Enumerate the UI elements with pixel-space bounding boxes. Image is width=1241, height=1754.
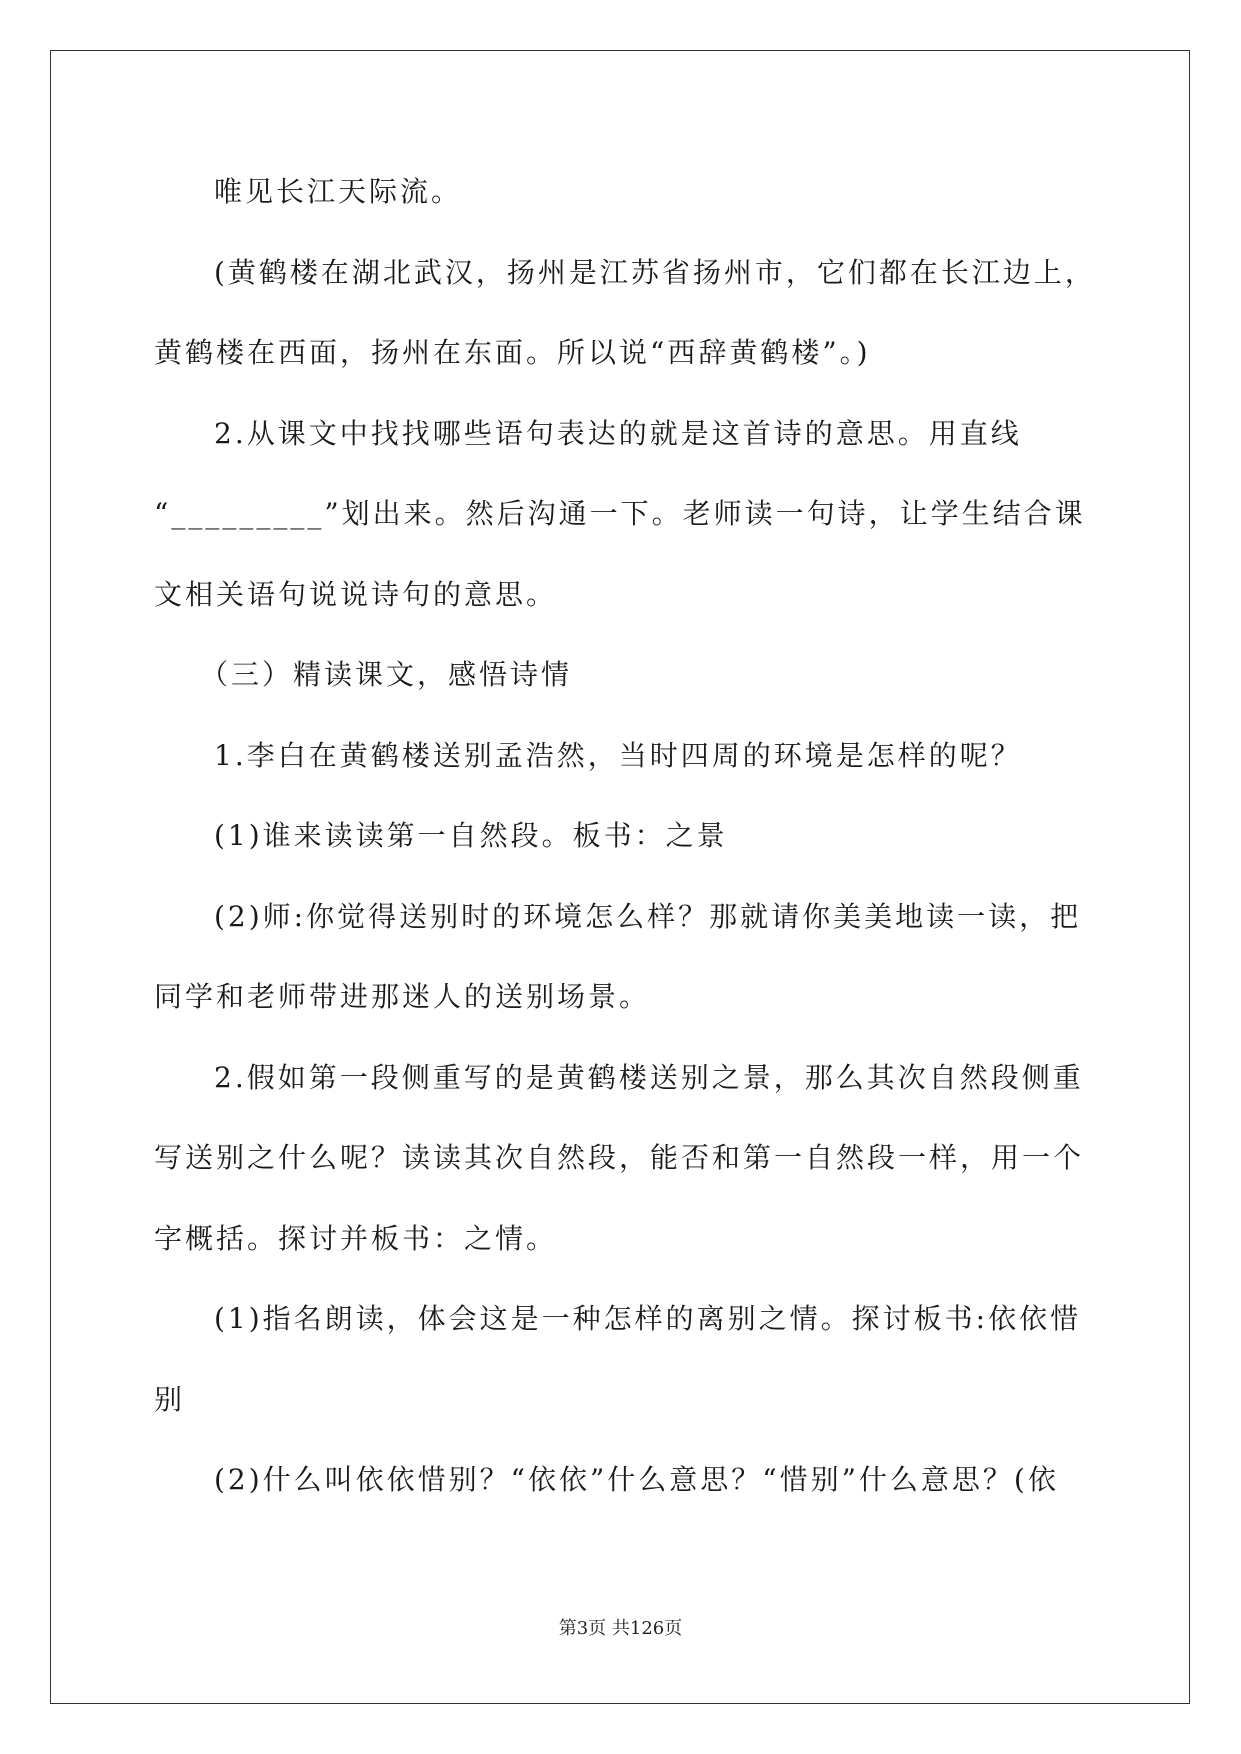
section-heading: （三）精读课文，感悟诗情 bbox=[200, 658, 573, 691]
text-line: 字概括。探讨并板书：之情。 bbox=[154, 1222, 558, 1255]
text-line: 2.从课文中找找哪些语句表达的就是这首诗的意思。用直线 bbox=[214, 417, 1022, 450]
text-line: 别 bbox=[154, 1383, 186, 1416]
text-line: (1)谁来读读第一自然段。板书：之景 bbox=[214, 819, 728, 852]
text-line: 同学和老师带进那迷人的送别场景。 bbox=[154, 980, 651, 1013]
text-line: “_________”划出来。然后沟通一下。老师读一句诗，让学生结合课 bbox=[154, 497, 1086, 530]
text-line: 文相关语句说说诗句的意思。 bbox=[154, 578, 558, 611]
text-line: (2)什么叫依依惜别？“依依”什么意思？“惜别”什么意思？(依 bbox=[214, 1463, 1059, 1496]
text-line: 2.假如第一段侧重写的是黄鹤楼送别之景，那么其次自然段侧重 bbox=[214, 1061, 1084, 1094]
text-line: 唯见长江天际流。 bbox=[214, 175, 463, 208]
page-border bbox=[50, 50, 1190, 1704]
text-line: 黄鹤楼在西面，扬州在东面。所以说“西辞黄鹤楼”。) bbox=[154, 336, 871, 369]
text-line: (1)指名朗读，体会这是一种怎样的离别之情。探讨板书:依依惜 bbox=[214, 1302, 1082, 1335]
text-line: (黄鹤楼在湖北武汉，扬州是江苏省扬州市，它们都在长江边上， bbox=[214, 256, 1096, 289]
text-line: (2)师:你觉得送别时的环境怎么样？那就请你美美地读一读，把 bbox=[214, 900, 1082, 933]
text-line: 写送别之什么呢？读读其次自然段，能否和第一自然段一样，用一个 bbox=[154, 1141, 1085, 1174]
page-number-footer: 第3页 共126页 bbox=[558, 1618, 683, 1639]
text-line: 1.李白在黄鹤楼送别孟浩然，当时四周的环境是怎样的呢？ bbox=[214, 739, 1022, 772]
